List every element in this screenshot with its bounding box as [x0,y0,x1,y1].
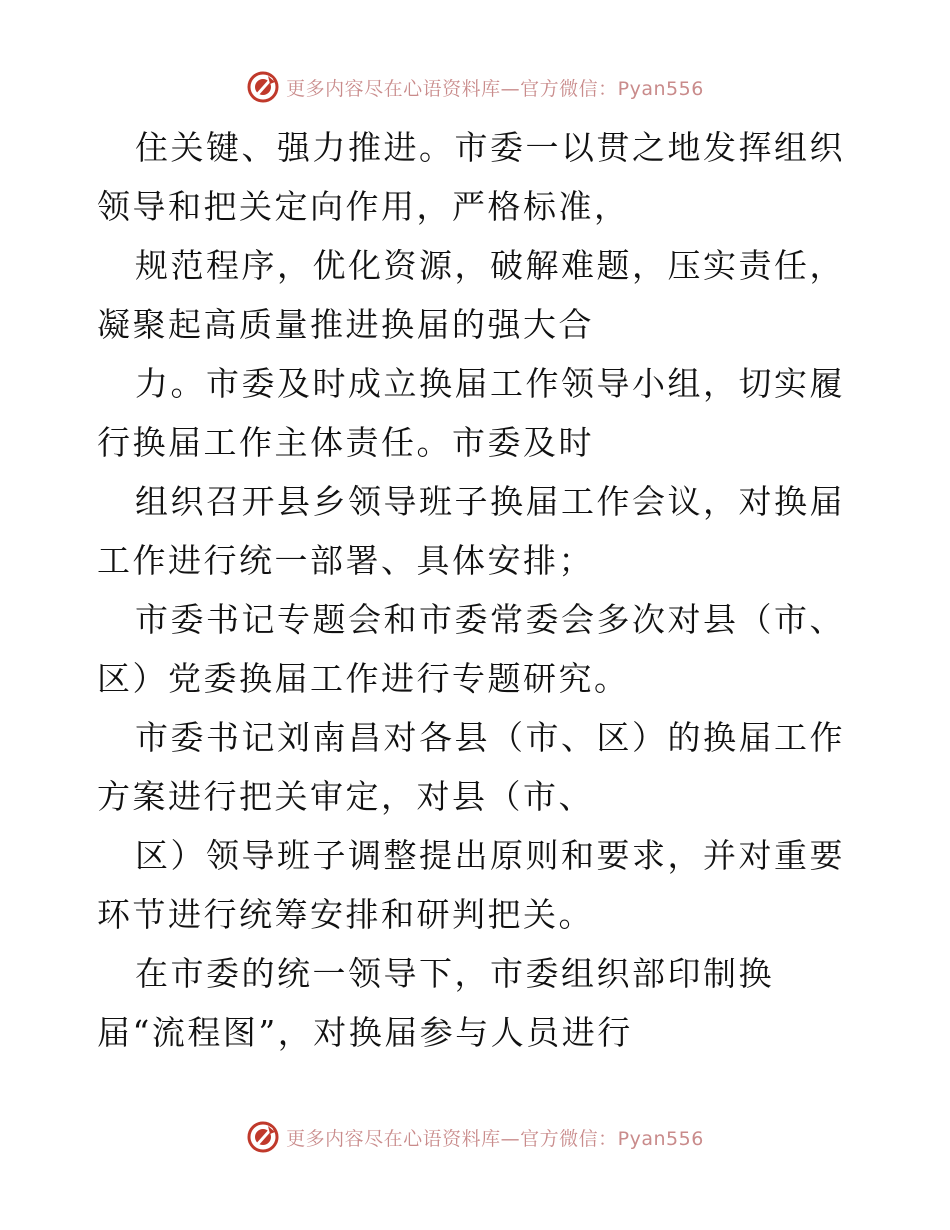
paragraph: 市委书记专题会和市委常委会多次对县（市、区）党委换届工作进行专题研究。 [97,600,845,698]
header-banner [0,70,950,104]
footer-banner-text: 更多内容尽在心语资料库—官方微信：Pyan556 [286,1127,704,1150]
paragraph: 规范程序，优化资源，破解难题，压实责任，凝聚起高质量推进换届的强大合 [97,246,845,344]
footer-banner [0,1120,950,1154]
brand-logo-icon [246,70,280,104]
paragraph: 区）领导班子调整提出原则和要求，并对重要环节进行统筹安排和研判把关。 [97,836,845,934]
paragraph: 力。市委及时成立换届工作领导小组，切实履行换届工作主体责任。市委及时 [97,364,845,462]
document-body [97,118,857,1062]
paragraph: 组织召开县乡领导班子换届工作会议，对换届工作进行统一部署、具体安排； [97,482,845,580]
paragraph: 在市委的统一领导下，市委组织部印制换届“流程图”，对换届参与人员进行 [97,954,774,1052]
brand-logo-icon [246,1120,280,1154]
header-banner-text: 更多内容尽在心语资料库—官方微信：Pyan556 [286,77,704,100]
paragraph: 住关键、强力推进。市委一以贯之地发挥组织领导和把关定向作用，严格标准， [97,128,845,226]
paragraph: 市委书记刘南昌对各县（市、区）的换届工作方案进行把关审定，对县（市、 [97,718,845,816]
